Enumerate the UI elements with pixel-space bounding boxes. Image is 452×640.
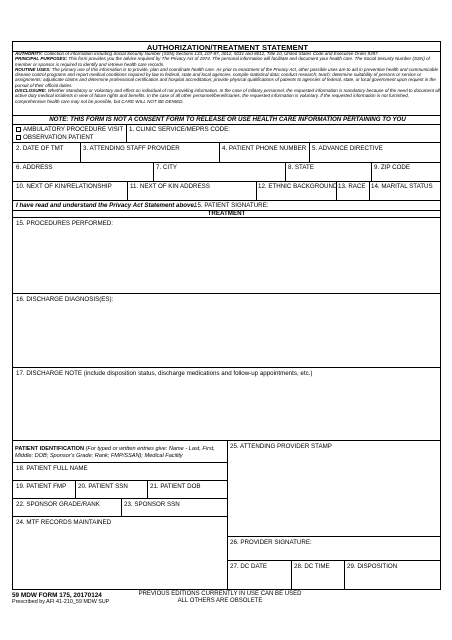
treatment-heading: TREATMENT (207, 210, 246, 217)
city-field[interactable]: 7. CITY (156, 164, 177, 171)
disclosure-text: Whether Mandatory or Voluntary and effect on individual of not providing information. In the case of military personnel, the requested information is mandatory because of the need to document all active duty medical incidents in view of future rights and benefits. In the case of all other personnel/beneficiaries, the requested information is voluntary. If the requested information is not furnished, comprehensive health care may not be possible, but CARE WILL NOT BE DENIED. (15, 88, 440, 104)
sponsor-grade-rank-field[interactable]: 22. SPONSOR GRADE/RANK (16, 501, 100, 508)
patient-phone-field[interactable]: 4. PATIENT PHONE NUMBER (222, 145, 307, 152)
ethnic-background-field[interactable]: 12. ETHNIC BACKGROUND (258, 183, 338, 190)
form-number: 59 MDW FORM 175, 20170124 (12, 592, 102, 599)
attending-provider-stamp-field[interactable]: 25. ATTENDING PROVIDER STAMP (230, 443, 332, 450)
state-field[interactable]: 8. STATE (288, 164, 314, 171)
editions-note-2: ALL OTHERS ARE OBSOLETE (177, 598, 263, 604)
form-title: AUTHORIZATION/TREATMENT STATEMENT (146, 43, 309, 52)
patient-fmp-field[interactable]: 19. PATIENT FMP (16, 483, 67, 490)
patient-ssn-field[interactable]: 20. PATIENT SSN (78, 483, 128, 490)
attending-staff-provider-field[interactable]: 3. ATTENDING STAFF PROVIDER (83, 145, 180, 152)
authorization-treatment-form (12, 41, 441, 590)
discharge-note-field[interactable]: 17. DISCHARGE NOTE (include disposition status, discharge medications and follow-up appointments, etc.) (16, 370, 313, 377)
sponsor-ssn-field[interactable]: 23. SPONSOR SSN (124, 501, 180, 508)
observation-checkbox-row[interactable]: OBSERVATION PATIENT (16, 134, 94, 141)
address-field[interactable]: 6. ADDRESS (16, 164, 53, 171)
observation-checkbox[interactable] (16, 135, 21, 140)
next-of-kin-address-field[interactable]: 11. NEXT OF KIN ADDRESS (130, 183, 210, 190)
dc-date-field[interactable]: 27. DC DATE (230, 563, 268, 570)
ambulatory-checkbox-row[interactable]: AMBULATORY PROCEDURE VISIT (16, 126, 123, 133)
consent-note: NOTE: THIS FORM IS NOT A CONSENT FORM TO RELEASE OR USE HEALTH CARE INFORMATION PERTAINING TO YOU (49, 116, 406, 123)
discharge-diagnosis-field[interactable]: 16. DISCHARGE DIAGNOSIS(ES): (16, 296, 114, 303)
race-field[interactable]: 13. RACE (338, 183, 366, 190)
routine-uses-text: The primary use of this information is to provide, plan and coordinate health care. As prior to enactment of the Privacy Act, other possible uses are to aid in preventive health and communicable disease control programs and report medical conditions required by law to federal, state and local agencies, compile statistical data; conduct research; teach; determine suitability of persons or service or assignments; adjudicate claims and determine professional certification and hospital accreditation; provide physical qualifications of patients to agencies of federal, state, or local government upon request in the pursuit of their official duties. (15, 66, 438, 88)
next-of-kin-field[interactable]: 10. NEXT OF KIN/RELATIONSHIP (16, 183, 112, 190)
date-of-tmt-field[interactable]: 2. DATE OF TMT (16, 145, 64, 152)
authority-text: Collection of information including Social Security Number (SSN) Sections 133, 107-87, 3012, 5031 and 8012, Title 10, United States Code and Executive Order 9397. (44, 51, 379, 56)
purposes-text: This form provides you the advice required by The Privacy Act of 1974. The personal information will facilitate and document your health care. The Social Security Number (SSN) of member or sponsor is required to identify and retrieve health care records. (15, 56, 430, 67)
provider-signature-field[interactable]: 26. PROVIDER SIGNATURE: (230, 539, 312, 546)
patient-full-name-field[interactable]: 18. PATIENT FULL NAME (16, 465, 88, 472)
patient-identification-block: PATIENT IDENTIFICATION (For typed or written entries give: Name - Last, First, Middle; DOB; Sponsor's Grade; Rank; FMP/SSAN); Medical Facility (15, 446, 215, 459)
zip-code-field[interactable]: 9. ZIP CODE (374, 164, 410, 171)
clinic-service-field[interactable]: 1. CLINIC SERVICE/MEPRS CODE: (129, 126, 230, 133)
editions-note-1: PREVIOUS EDITIONS CURRENTLY IN USE CAN BE USED (138, 591, 302, 597)
privacy-act-statement: AUTHORITY: Collection of information including Social Security Number (SSN) Sections 133, 107-87, 3012, 5031 and 8012, Title 10, United States Code and Executive Order 9397. PRINCIPAL PURPOSES: This form provides you the advice required by The Privacy Act of 1974. The personal information will facilitate and document your health care. The Social Security Number (SSN) of member or sponsor is required to identify and retrieve health care records. ROUTINE USES: The primary use of this information is to provide, plan and coordinate health care. As prior to enactment of the Privacy Act, other possible uses are to aid in preventive health and communicable disease control programs and report medical conditions required by law to federal, state and local agencies, compile statistical data; conduct research; teach; determine suitability of persons or service or assignments; adjudicate claims and determine professional certification and hospital accreditation; provide physical qualifications of patients to agencies of federal, state, or local government upon request in the pursuit of their official duties. DISCLOSURE: Whether Mandatory or Voluntary and effect on individual of not providing information. In the case of military personnel, the requested information is mandatory because of the need to document all active duty medical incidents in view of future rights and benefits. In the case of all other personnel/beneficiaries, the requested information is voluntary. If the requested information is not furnished, comprehensive health care may not be possible, but CARE WILL NOT BE DENIED. (15, 51, 440, 104)
privacy-acknowledgement: I have read and understand the Privacy Act Statement above. (16, 202, 196, 209)
dc-time-field[interactable]: 28. DC TIME (294, 563, 330, 570)
disposition-field[interactable]: 29. DISPOSITION (347, 563, 398, 570)
patient-signature-field[interactable]: 15. PATIENT SIGNATURE: (194, 202, 269, 209)
prescribed-by: Prescribed by AFI 41-210_59 MDW SUP (12, 599, 110, 605)
advance-directive-field[interactable]: 5. ADVANCE DIRECTIVE (312, 145, 383, 152)
mtf-records-field[interactable]: 24. MTF RECORDS MAINTAINED (16, 519, 112, 526)
patient-dob-field[interactable]: 21. PATIENT DOB (150, 483, 201, 490)
ambulatory-checkbox[interactable] (16, 127, 21, 132)
procedures-performed-field[interactable]: 15. PROCEDURES PERFORMED: (16, 220, 113, 227)
marital-status-field[interactable]: 14. MARITAL STATUS (371, 183, 433, 190)
